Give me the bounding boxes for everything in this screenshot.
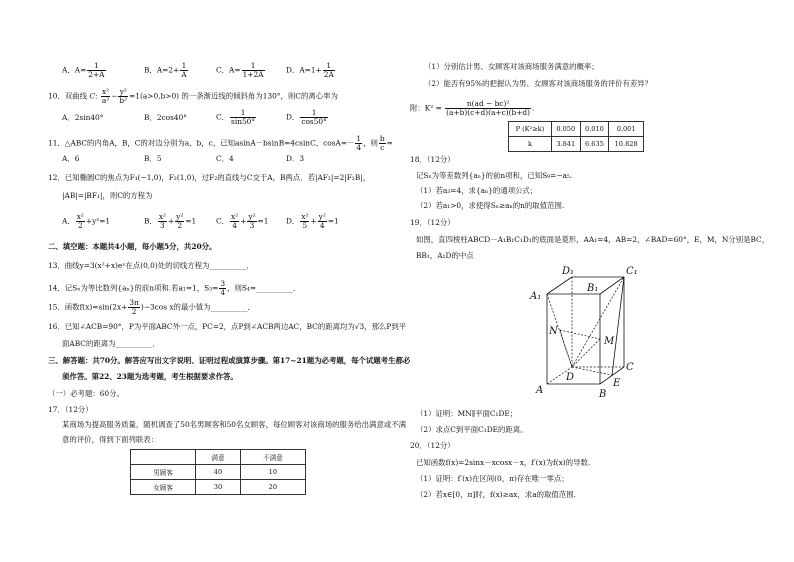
edge-a1-d1: [547, 277, 572, 294]
table-cell: 40: [196, 465, 241, 480]
q9-option-b: B．A=2+ $\frac{1}{A}$: [144, 61, 187, 79]
q12-option-d: D． $\frac{\text{x²}}{5}$ + $\frac{\text{y²}}{4}$ =1: [286, 212, 339, 230]
table-row: [131, 450, 306, 465]
table-cell: 10: [240, 465, 305, 480]
q17-heading: 17．（12分）: [48, 405, 93, 414]
q12-option-a: A． $\frac{\text{x²}}{2}$ +y²=1: [62, 212, 111, 230]
table-cell: 0.001: [609, 122, 644, 137]
q17-line2: 意的评价，得到下面列联表：: [62, 435, 159, 444]
table-cell: 10.828: [609, 137, 644, 152]
table-cell: 0.010: [580, 122, 609, 137]
q20-heading: 20．（12分）: [410, 441, 455, 450]
table-cell: 女顾客: [131, 480, 196, 495]
q19-line2: BB₁，A₁D的中点: [416, 251, 474, 260]
part3-line2: 须作答。第22、23题为选考题，考生根据要求作答。: [62, 372, 238, 381]
q17-line1: 某商场为提高服务质量，随机调查了50名男顾客和50名女顾客，每位顾客对该商场的服务给出满意或不满: [62, 420, 407, 429]
table-cell: 3.841: [551, 137, 580, 152]
q15: 15．函数f(x)=sin(2x+ $\frac{3\pi}{2}$ )−3cos x的最小值为__________．: [48, 298, 255, 316]
q14: 14．记Sₙ为等比数列{aₙ}的前n项和.若a₁=1，S₃= $\frac{3}{4}$ ，则S₄=__________．: [48, 279, 301, 297]
label-b1: B₁: [587, 283, 599, 294]
q18-line2: （1）若a₃=4，求{aₙ}的通项公式；: [416, 186, 538, 195]
table-cell: 30: [196, 480, 241, 495]
q10-option-c: C． $\frac{1}{\sin 50^\circ}$: [216, 108, 256, 126]
q11-option-b: B．5: [144, 154, 162, 163]
prism-figure: [520, 262, 650, 402]
q10-option-a: A．2sin40°: [62, 113, 104, 122]
edge-b-c: [600, 367, 624, 384]
label-n: N: [549, 326, 558, 337]
q13: 13．曲线y=3(x²+x)eˣ在点(0,0)处的切线方程为__________．: [48, 261, 254, 270]
q9-option-d: D．A=1+ $\frac{1}{2A}$: [286, 61, 334, 79]
table-row: [131, 465, 306, 480]
table-cell: P (K²≥k): [509, 122, 552, 137]
q17-part2: （2）能否有95%的把握认为男、女顾客对该商场服务的评价有差异？: [424, 79, 653, 88]
table-cell: 20: [240, 480, 305, 495]
k2-formula: 附：K² = $\frac{\text{n(ad − bc)²}}{(a+b)(c+d)(a+c)(b+d)}$ .: [410, 99, 535, 117]
table-row: [509, 122, 644, 137]
table-cell: k: [509, 137, 552, 152]
q18-line3: （2）若a₁>0，求使得Sₙ≥aₙ的n的取值范围.: [416, 201, 565, 210]
contingency-table: [130, 449, 306, 495]
label-c: C: [626, 362, 634, 373]
table-header-cell: 不满意: [240, 450, 305, 465]
q9-option-c: C．A= $\frac{1}{1+2A}$: [216, 61, 264, 79]
table-row: [131, 480, 306, 495]
subsection-required: （一）必考题：60分。: [48, 389, 124, 398]
label-c1: C₁: [626, 266, 638, 277]
q20-line1: 已知函数f(x)=2sinx－xcosx－x，f′(x)为f(x)的导数.: [416, 458, 591, 467]
table-row: [509, 137, 644, 152]
q17-part1: （1）分别估计男、女顾客对该商场服务满意的概率；: [424, 62, 599, 71]
part3-line1: 三、解答题：共70分。解答应写出文字说明、证明过程或演算步骤。第17~21题为必考题，每个试题考生都必: [48, 356, 411, 365]
q10-option-b: B．2cos40°: [144, 113, 188, 122]
table-cell: 6.635: [580, 137, 609, 152]
label-d: D: [566, 372, 575, 383]
table-cell: 0.050: [551, 122, 580, 137]
q19-part1: （1）证明：MN∥平面C₁DE；: [416, 409, 518, 418]
q10-stem: 10．双曲线 C: $\frac{\text{x²}}{\text{a²}}$ − $\frac{\text{y²}}{\text{b²}}$ =1(a>0,b>0) 的一条渐近线的倾斜角为130°，则C的离心率为: [48, 87, 338, 105]
q12-option-c: C． $\frac{\text{x²}}{4}$ + $\frac{\text{y²}}{3}$ =1: [216, 212, 269, 230]
q11-option-c: C．4: [216, 154, 234, 163]
q11-stem: 11．△ABC的内角A，B，C的对边分别为a，b，c，已知asinA－bsinB=4csinC，cosA=－ $\frac{1}{4}$ ，则 $\frac{b}{c}$ =: [48, 134, 393, 152]
q12-option-b: B． $\frac{\text{x²}}{3}$ + $\frac{\text{y²}}{2}$ =1: [144, 212, 197, 230]
q20-line3: （2）若x∈[0，π]时，f(x)≥ax，求a的取值范围.: [416, 490, 576, 499]
edge-b1-c1: [600, 277, 624, 294]
q19-part2: （2）求点C到平面C₁DE的距离。: [416, 425, 528, 434]
table-header-cell: [131, 450, 196, 465]
q20-line2: （1）证明：f′(x)在区间(0，π)存在唯一零点；: [416, 474, 569, 483]
q16-line2: 面ABC的距离为__________．: [62, 339, 160, 348]
q16-line1: 16．已知∠ACB=90°，P为平面ABC外一点，PC=2，点P到∠ACB两边AC，BC的距离均为√3，那么P到平: [48, 322, 407, 331]
q9-option-a: A．A= $\frac{1}{2+A}$: [62, 61, 105, 79]
q12-line1: 12．已知椭圆C的焦点为F₁(−1,0)，F₂(1,0)，过F₂的直线与C交于A，B两点．若|AF₂|=2|F₂B|，: [48, 173, 371, 182]
part2-heading: 二、填空题：本题共4小题，每小题5分，共20分。: [48, 242, 217, 251]
critical-value-table: [508, 121, 644, 152]
q18-line1: 记Sₙ为等差数列{aₙ}的前n项和，已知S₉=−a₅.: [416, 171, 573, 180]
label-a: A: [536, 385, 544, 396]
label-e: E: [613, 378, 621, 389]
label-d1: D₁: [562, 266, 575, 277]
hidden-m-d: [572, 339, 600, 367]
label-m: M: [604, 336, 615, 347]
hidden-d-e: [572, 367, 612, 375]
table-cell: 男顾客: [131, 465, 196, 480]
q12-line2: |AB|=|BF₁|，则C的方程为: [62, 191, 153, 200]
hidden-n-d: [560, 330, 572, 367]
q11-option-d: D．3: [286, 154, 305, 163]
edge-c1-e: [612, 277, 624, 375]
q19-line1: 如图，直四棱柱ABCD－A₁B₁C₁D₁的底面是菱形，AA₁=4，AB=2，∠BAD=60°，E，M，N分别是BC，: [416, 235, 770, 244]
q10-option-d: D． $\frac{1}{\cos 50^\circ}$: [286, 108, 327, 126]
label-b: B: [599, 389, 607, 400]
q18-heading: 18．（12分）: [410, 155, 455, 164]
label-a1: A₁: [530, 291, 542, 302]
hidden-n-m: [560, 330, 600, 339]
q11-option-a: A．6: [62, 154, 80, 163]
q19-heading: 19．（12分）: [410, 218, 455, 227]
table-header-cell: 满意: [196, 450, 241, 465]
